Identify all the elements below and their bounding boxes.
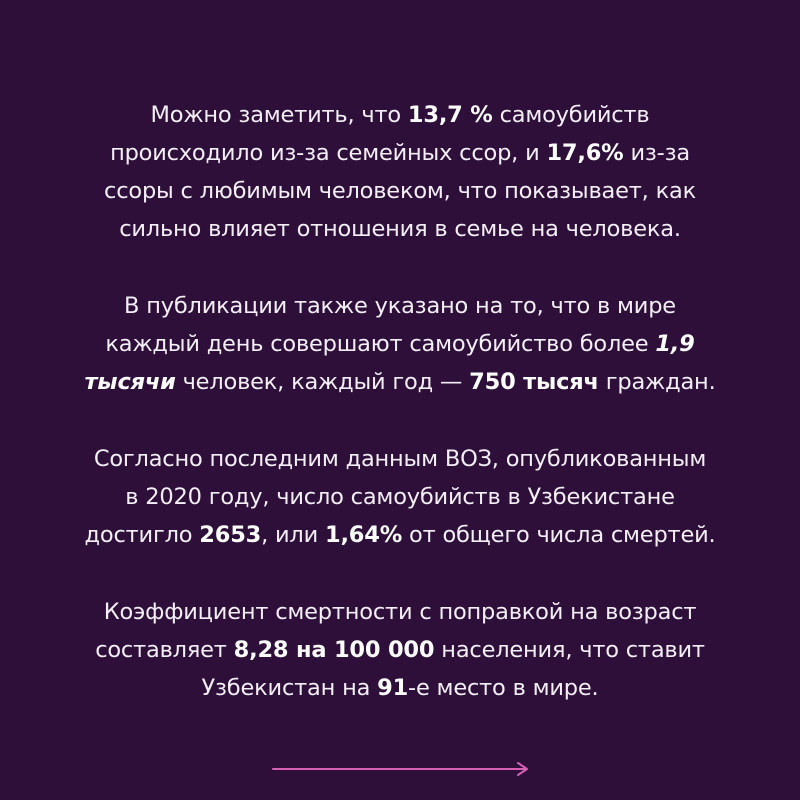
- text-run: каждый день совершают самоубийство более: [105, 331, 656, 357]
- paragraph-4: [40, 593, 760, 707]
- text-run: от общего числа смертей.: [402, 522, 716, 548]
- text-run: достигло: [84, 522, 200, 548]
- highlighted-figure: 17,6%: [546, 140, 624, 166]
- text-line: [40, 631, 760, 669]
- text-run: в 2020 году, число самоубийств в Узбекистане: [125, 484, 675, 510]
- text-line: [40, 210, 760, 248]
- arrow-right-icon[interactable]: [272, 762, 530, 776]
- text-run: происходило из-за семейных ссор, и: [110, 140, 547, 166]
- highlighted-figure: 8,28 на 100 000: [233, 637, 435, 663]
- text-run: из-за: [623, 140, 690, 166]
- text-line: [40, 593, 760, 631]
- text-run: человек, каждый год —: [175, 369, 470, 395]
- text-run: населения, что ставит: [434, 637, 705, 663]
- text-run: , или: [261, 522, 325, 548]
- text-line: [40, 172, 760, 210]
- paragraph-3: [40, 440, 760, 554]
- text-line: [40, 440, 760, 478]
- text-run: Можно заметить, что: [150, 102, 408, 128]
- article-text: [40, 96, 760, 707]
- text-run: граждан.: [598, 369, 716, 395]
- text-run: Согласно последним данным ВОЗ, опубликованным: [93, 446, 707, 472]
- text-run: сильно влияет отношения в семье на человека.: [119, 216, 681, 242]
- text-run: Коэффициент смертности с поправкой на возраст: [103, 599, 697, 625]
- highlighted-figure: 13,7 %: [407, 102, 493, 128]
- highlighted-figure: 1,9: [655, 331, 695, 357]
- highlighted-figure: 2653: [199, 522, 262, 548]
- highlighted-figure: 91: [377, 675, 409, 701]
- text-line: [40, 287, 760, 325]
- text-run: Узбекистан на: [201, 675, 378, 701]
- text-line: [40, 325, 760, 363]
- highlighted-figure: тысячи: [84, 369, 176, 395]
- text-run: ссоры с любимым человеком, что показывает, как: [104, 178, 696, 204]
- text-run: В публикации также указано на то, что в мире: [124, 293, 676, 319]
- text-line: [40, 363, 760, 401]
- highlighted-figure: 750 тысяч: [469, 369, 599, 395]
- text-line: [40, 96, 760, 134]
- highlighted-figure: 1,64%: [325, 522, 403, 548]
- paragraph-2: [40, 287, 760, 401]
- text-line: [40, 669, 760, 707]
- text-line: [40, 134, 760, 172]
- text-run: -е место в мире.: [408, 675, 599, 701]
- paragraph-1: [40, 96, 760, 248]
- text-run: самоубийств: [492, 102, 650, 128]
- text-line: [40, 478, 760, 516]
- text-line: [40, 516, 760, 554]
- text-run: составляет: [95, 637, 234, 663]
